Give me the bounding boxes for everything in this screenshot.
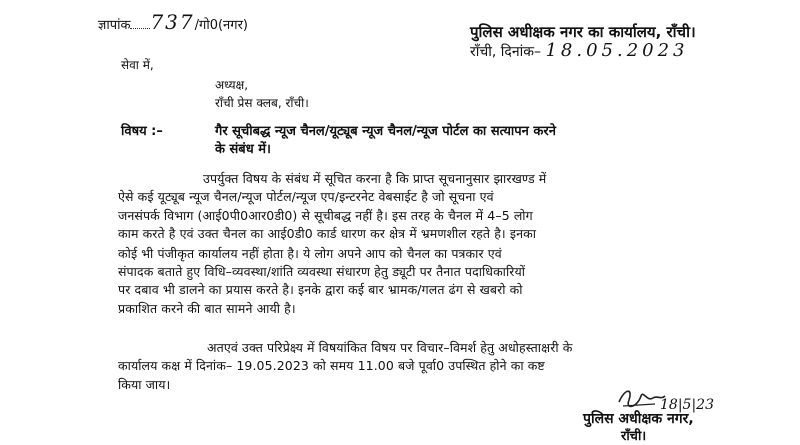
signer-place: राँची। <box>621 429 647 444</box>
subject-label: विषय :– <box>121 124 163 139</box>
addressee-org: राँची प्रेस क्लब, राँची। <box>215 96 309 110</box>
addressee-title: अध्यक्ष, <box>215 78 249 92</box>
body-line: पर दबाव भी डालने का प्रयास करते है। इनके द्वारा कई बार भ्रामक/गलत ढंग से खबरो को <box>118 282 523 297</box>
body-line: कोई भी पंजीकृत कार्यालय नहीं होता है। ये लोग अपने आप को चैनल का पत्रकार एवं <box>118 246 502 261</box>
subject-line-1: गैर सूचीबद्ध न्यूज चैनल/यूट्यूब न्यूज चैनल/न्यूज पोर्टल का सत्यापन करने <box>215 124 556 139</box>
body-line: उपर्युक्त विषय के संबंध में सूचित करना है कि प्राप्त सूचनानुसार झारखण्ड में <box>203 171 547 186</box>
ref-prefix: ज्ञापांक <box>98 18 131 33</box>
signer-designation: पुलिस अधीक्षक नगर, <box>583 411 694 427</box>
body-line: काम करते है एवं उक्त चैनल का आई0डी0 कार्ड धारण कर क्षेत्र में भ्रमणशील रहते है। इनका <box>118 226 537 241</box>
body-line: अतएवं उक्त परिप्रेक्ष्य में विषयांकित विषय पर विचार–विमर्श हेतु अधोहस्ताक्षरी के <box>207 340 573 355</box>
date-value: 18.05.2023 <box>545 40 689 61</box>
body-line: ऐसे कई यूट्यूब न्यूज चैनल/न्यूज पोर्टल/न्यूज एप/इन्टरनेट वेबसाईट है जो सूचना एवं <box>118 189 494 204</box>
letter-date <box>470 40 689 61</box>
office-name: पुलिस अधीक्षक नगर का कार्यालय, राँची। <box>470 23 696 41</box>
date-prefix: राँची, दिनांक– <box>470 44 541 60</box>
body-line: कार्यालय कक्ष में दिनांक– 19.05.2023 को समय 11.00 बजे पूर्वा0 उपस्थित होने का कष्ट <box>118 358 545 373</box>
body-line: प्रकाशित करने की बात सामने आयी है। <box>118 301 296 316</box>
salutation: सेवा में, <box>121 58 154 72</box>
ref-suffix: /गो0(नगर) <box>194 18 248 33</box>
body-line: संपादक बताते हुए विधि–व्यवस्था/शांति व्यवस्था संधारण हेतु ड्यूटी पर तैनात पदाधिकारियों <box>118 264 526 279</box>
ref-number: 737 <box>150 10 195 34</box>
body-line: किया जाय। <box>118 377 171 392</box>
signature-date: 18|5|23 <box>660 397 714 413</box>
subject-line-2: के संबंध में। <box>215 142 271 157</box>
memo-reference <box>98 10 248 34</box>
body-line: जनसंपर्क विभाग (आई0पी0आर0डी0) से सूचीबद्ध नहीं है। इस तरह के चैनल में 4–5 लोग <box>118 208 533 223</box>
